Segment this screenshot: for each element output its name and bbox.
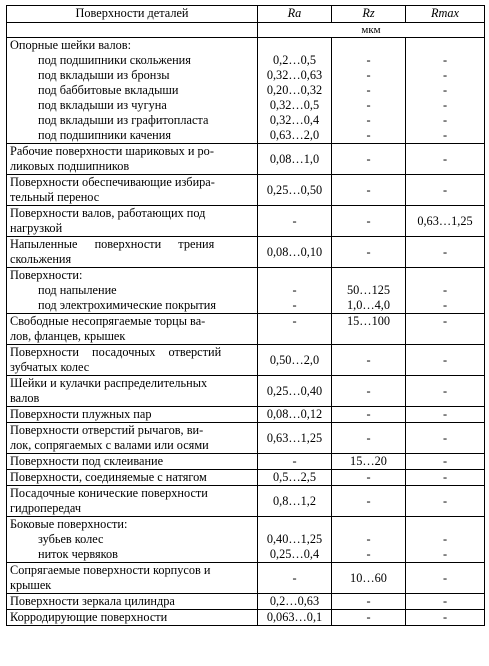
ra-value: 0,40…1,25: [266, 532, 323, 546]
rmax-value: -: [406, 454, 485, 470]
surface-line: Поверхности под склеивание: [10, 454, 164, 468]
surface-cell: [7, 407, 258, 423]
ra-value: -: [258, 454, 332, 470]
rz-value: -: [332, 376, 406, 407]
ra-value: 0,32…0,4: [269, 113, 320, 127]
group-title: Опорные шейки валов:: [10, 38, 131, 52]
ra-value: -: [258, 314, 332, 345]
table-row: [7, 610, 485, 626]
rz-value: -: [366, 128, 371, 142]
group-item: под вкладыши из графитопласта: [38, 113, 209, 127]
surface-line: Поверхности, соединяемые с натягом: [10, 470, 207, 484]
rmax-value: -: [442, 128, 448, 142]
rz-cell: [332, 38, 406, 144]
rmax-cell: [406, 517, 485, 563]
surface-line: Напыленные поверхности трения: [10, 237, 215, 251]
ra-value: 0,63…1,25: [258, 423, 332, 454]
rz-value: -: [332, 345, 406, 376]
surface-line: лок, сопрягаемых с валами или осями: [10, 438, 209, 452]
surface-cell: [7, 144, 258, 175]
rmax-value: -: [406, 423, 485, 454]
ra-value: 0,32…0,5: [269, 98, 320, 112]
units-row: [7, 23, 485, 38]
rmax-value: -: [406, 486, 485, 517]
rmax-value: -: [442, 53, 448, 67]
ra-value: 0,063…0,1: [258, 610, 332, 626]
ra-value: -: [258, 206, 332, 237]
surface-cell: [7, 268, 258, 314]
units-label: мкм: [258, 23, 485, 38]
rz-value: -: [332, 610, 406, 626]
table-row: [7, 314, 485, 345]
surface-line: Посадочные конические поверхности: [10, 486, 208, 500]
rmax-value: -: [406, 470, 485, 486]
header-rz: Rz: [332, 6, 406, 23]
ra-value: -: [292, 283, 297, 297]
ra-cell: [258, 38, 332, 144]
surface-line: лов, фланцев, крышек: [10, 329, 126, 343]
surface-cell: [7, 563, 258, 594]
ra-value: 0,5…2,5: [258, 470, 332, 486]
header-surfaces: Поверхности деталей: [7, 6, 258, 23]
rz-value: -: [366, 532, 371, 546]
surface-line: Корродирующие поверхности: [10, 610, 168, 624]
rz-value: -: [366, 53, 371, 67]
group-item: под вкладыши из бронзы: [38, 68, 170, 82]
rmax-value: 0,63…1,25: [406, 206, 485, 237]
surface-cell: [7, 237, 258, 268]
table-row: [7, 206, 485, 237]
surface-cell: [7, 38, 258, 144]
rmax-value: -: [442, 547, 448, 561]
rmax-value: -: [406, 594, 485, 610]
ra-value: 0,50…2,0: [258, 345, 332, 376]
surface-line: Поверхности отверстий рычагов, ви-: [10, 423, 204, 437]
ra-value: 0,08…0,12: [258, 407, 332, 423]
ra-cell: [258, 517, 332, 563]
surface-line: Поверхности обеспечивающие избира-: [10, 175, 215, 189]
table-row: [7, 407, 485, 423]
surface-line: Шейки и кулачки распределительных: [10, 376, 208, 390]
rz-value: -: [332, 470, 406, 486]
table-row: [7, 517, 485, 563]
rz-value: -: [332, 206, 406, 237]
rmax-value: -: [442, 98, 448, 112]
rz-value: -: [332, 486, 406, 517]
rz-value: -: [366, 113, 371, 127]
rmax-cell: [406, 268, 485, 314]
ra-value: 0,25…0,50: [258, 175, 332, 206]
ra-value: 0,08…1,0: [258, 144, 332, 175]
surface-line: Сопрягаемые поверхности корпусов и: [10, 563, 211, 577]
rz-value: 1,0…4,0: [346, 298, 391, 312]
table-row: [7, 237, 485, 268]
rmax-value: -: [442, 68, 448, 82]
group-item: под подшипники качения: [38, 128, 171, 142]
rmax-value: -: [442, 532, 448, 546]
rmax-value: -: [406, 610, 485, 626]
surface-line: гидропередач: [10, 501, 82, 515]
header-row: [7, 6, 485, 23]
rmax-value: -: [406, 407, 485, 423]
ra-value: 0,63…2,0: [269, 128, 320, 142]
surface-line: тельный перенос: [10, 190, 100, 204]
ra-value: 0,25…0,4: [269, 547, 320, 561]
surface-cell: [7, 206, 258, 237]
rz-value: 15…100: [332, 314, 406, 345]
group-item: ниток червяков: [38, 547, 118, 561]
rz-value: 15…20: [332, 454, 406, 470]
rz-value: -: [332, 237, 406, 268]
rz-value: -: [366, 98, 371, 112]
surface-line: Рабочие поверхности шариковых и ро-: [10, 144, 214, 158]
ra-value: 0,8…1,2: [258, 486, 332, 517]
rmax-value: -: [406, 376, 485, 407]
rmax-value: -: [406, 345, 485, 376]
surface-line: Свободные несопрягаемые торцы ва-: [10, 314, 206, 328]
header-rmax: Rmax: [406, 6, 485, 23]
table-row: [7, 486, 485, 517]
surface-cell: [7, 454, 258, 470]
surface-line: Поверхности посадочных отверстий: [10, 345, 222, 359]
surface-cell: [7, 314, 258, 345]
rz-value: -: [332, 407, 406, 423]
rz-value: -: [332, 144, 406, 175]
rmax-value: -: [406, 175, 485, 206]
rmax-value: -: [406, 144, 485, 175]
surface-line: крышек: [10, 578, 52, 592]
rmax-value: -: [442, 113, 448, 127]
group-title: Боковые поверхности:: [10, 517, 128, 531]
surface-line: нагрузкой: [10, 221, 63, 235]
group-title: Поверхности:: [10, 268, 83, 282]
table-row: [7, 563, 485, 594]
units-blank: [7, 23, 258, 38]
ra-value: 0,20…0,32: [266, 83, 323, 97]
table-row: [7, 38, 485, 144]
group-item: под вкладыши из чугуна: [38, 98, 167, 112]
table-row: [7, 144, 485, 175]
rz-value: 50…125: [346, 283, 391, 297]
table-row: [7, 423, 485, 454]
table-row: [7, 345, 485, 376]
rmax-cell: [406, 38, 485, 144]
surface-cell: [7, 517, 258, 563]
surface-line: скольжения: [10, 252, 72, 266]
surface-cell: [7, 423, 258, 454]
table-row: [7, 454, 485, 470]
surface-line: Поверхности зеркала цилиндра: [10, 594, 175, 608]
rmax-value: -: [442, 298, 448, 312]
surface-cell: [7, 376, 258, 407]
surface-cell: [7, 175, 258, 206]
group-item: под баббитовые вкладыши: [38, 83, 179, 97]
surface-line: валов: [10, 391, 40, 405]
table-row: [7, 268, 485, 314]
group-item: под подшипники скольжения: [38, 53, 191, 67]
group-item: зубьев колес: [38, 532, 104, 546]
table-row: [7, 175, 485, 206]
rz-value: -: [366, 68, 371, 82]
group-item: под электрохимические покрытия: [38, 298, 216, 312]
table-row: [7, 376, 485, 407]
surface-line: Поверхности плужных пар: [10, 407, 152, 421]
surface-line: зубчатых колес: [10, 360, 90, 374]
table-row: [7, 594, 485, 610]
rz-cell: [332, 268, 406, 314]
header-ra: Ra: [258, 6, 332, 23]
surface-cell: [7, 486, 258, 517]
surface-line: ликовых подшипников: [10, 159, 130, 173]
rz-value: 10…60: [332, 563, 406, 594]
surface-cell: [7, 610, 258, 626]
surface-line: Поверхности валов, работающих под: [10, 206, 206, 220]
table-row: [7, 470, 485, 486]
ra-value: 0,2…0,63: [258, 594, 332, 610]
rz-value: -: [332, 423, 406, 454]
rmax-value: -: [442, 283, 448, 297]
group-item: под напыление: [38, 283, 117, 297]
roughness-table: [6, 5, 485, 626]
surface-cell: [7, 470, 258, 486]
rz-value: -: [332, 175, 406, 206]
rmax-value: -: [406, 563, 485, 594]
ra-value: 0,2…0,5: [272, 53, 317, 67]
rmax-value: -: [406, 237, 485, 268]
rmax-value: -: [442, 83, 448, 97]
rz-value: -: [366, 547, 371, 561]
rz-value: -: [366, 83, 371, 97]
ra-value: 0,08…0,10: [258, 237, 332, 268]
ra-value: 0,25…0,40: [258, 376, 332, 407]
rz-cell: [332, 517, 406, 563]
ra-value: -: [292, 298, 297, 312]
ra-value: 0,32…0,63: [266, 68, 323, 82]
rmax-value: -: [406, 314, 485, 345]
surface-cell: [7, 345, 258, 376]
surface-cell: [7, 594, 258, 610]
ra-value: -: [258, 563, 332, 594]
ra-cell: [258, 268, 332, 314]
rz-value: -: [332, 594, 406, 610]
